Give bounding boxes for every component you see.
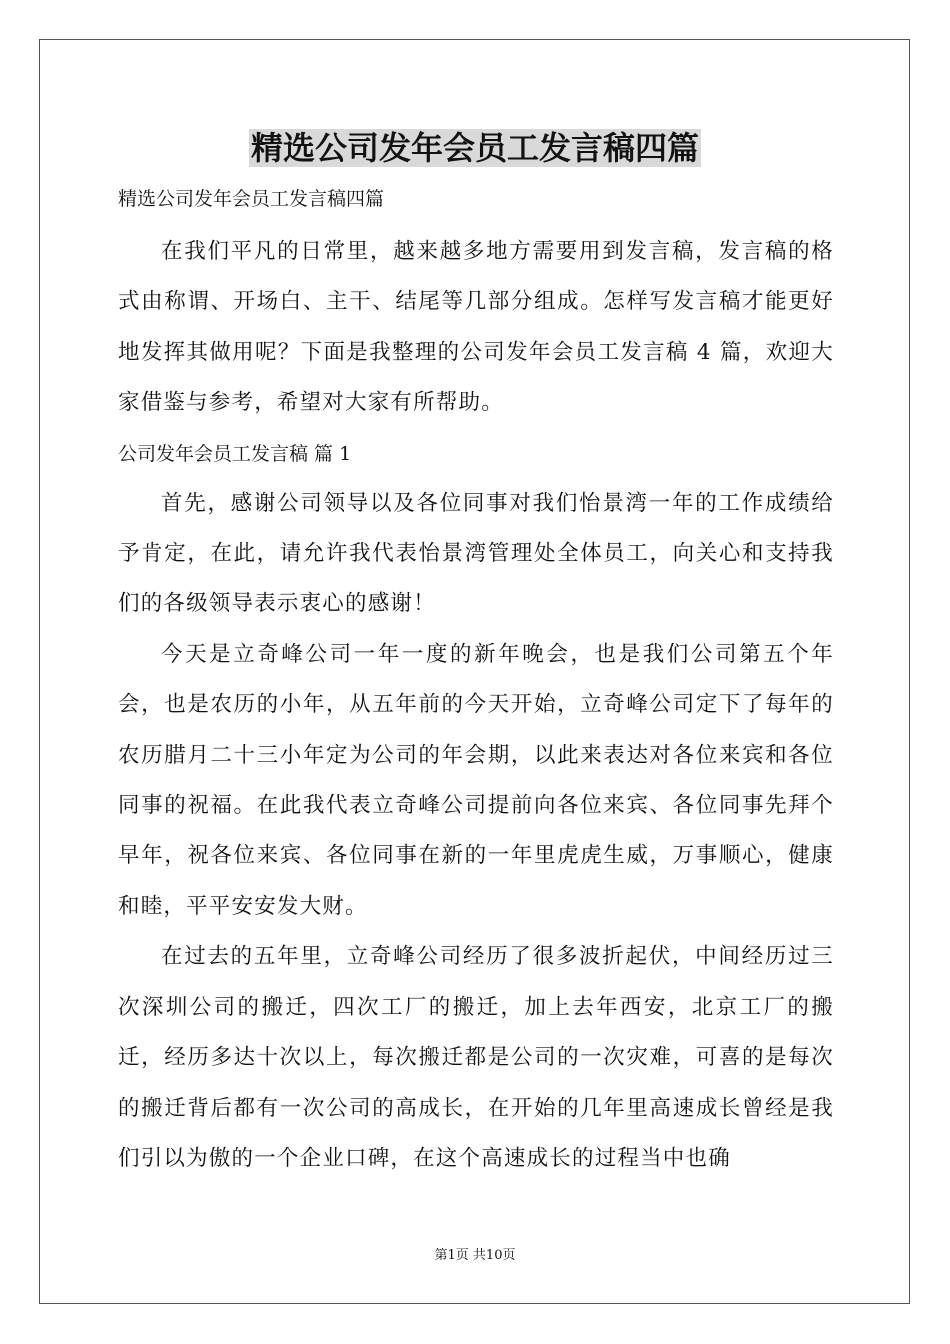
document-body — [118, 180, 834, 1184]
intro-paragraph: 在我们平凡的日常里，越来越多地方需要用到发言稿，发言稿的格式由称谓、开场白、主干、结尾等几部分组成。怎样写发言稿才能更好地发挥其做用呢？下面是我整理的公司发年会员工发言稿 4 篇，欢迎大家借鉴与参考，希望对大家有所帮助。 — [118, 239, 834, 416]
section-heading: 公司发年会员工发言稿 篇 1 — [118, 442, 352, 465]
document-title-text: 精选公司发年会员工发言稿四篇 — [250, 129, 699, 167]
document-title — [0, 124, 950, 172]
document-subtitle: 精选公司发年会员工发言稿四篇 — [118, 188, 385, 210]
body-paragraph-2: 今天是立奇峰公司一年一度的新年晚会，也是我们公司第五个年会，也是农历的小年，从五年前的今天开始，立奇峰公司定下了每年的农历腊月二十三小年定为公司的年会期，以此来表达对各位来宾和各位同事的祝福。在此我代表立奇峰公司提前向各位来宾、各位同事先拜个早年，祝各位来宾、各位同事在新的一年里虎虎生威，万事顺心，健康和睦，平平安安发大财。 — [118, 641, 834, 919]
body-paragraph-1: 首先，感谢公司领导以及各位同事对我们怡景湾一年的工作成绩给予肯定，在此，请允许我代表怡景湾管理处全体员工，向关心和支持我们的各级领导表示衷心的感谢！ — [118, 490, 834, 617]
body-paragraph-3: 在过去的五年里，立奇峰公司经历了很多波折起伏，中间经历过三次深圳公司的搬迁，四次工厂的搬迁，加上去年西安，北京工厂的搬迁，经历多达十次以上，每次搬迁都是公司的一次灾难，可喜的是每次的搬迁背后都有一次公司的高成长，在开始的几年里高速成长曾经是我们引以为傲的一个企业口碑，在这个高速成长的过程当中也确 — [118, 944, 834, 1171]
page-footer: 第1页 共10页 — [434, 1248, 516, 1263]
